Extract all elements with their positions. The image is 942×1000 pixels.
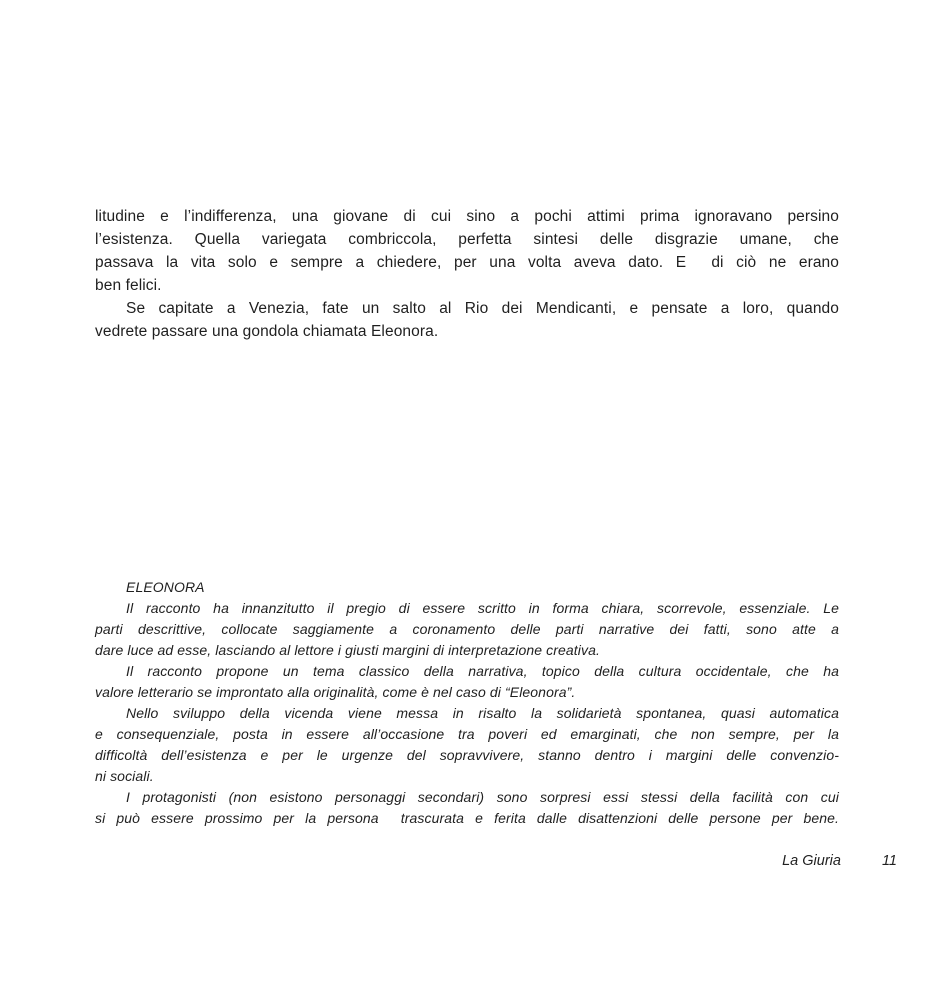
text-line: e consequenziale, posta in essere all’occasione tra poveri ed emarginati, che non sempre, per la <box>95 726 839 742</box>
commentary-paragraphs <box>95 598 839 829</box>
text-line: Il racconto ha innanzitutto il pregio di essere scritto in forma chiara, scorrevole, essenziale. Le <box>126 600 839 616</box>
text-line: l’esistenza. Quella variegata combriccola, perfetta sintesi delle disgrazie umane, che <box>95 231 839 248</box>
text-line: litudine e l’indifferenza, una giovane di cui sino a pochi attimi prima ignoravano persino <box>95 208 839 225</box>
text-line: ben felici. <box>95 277 162 294</box>
commentary-title: ELEONORA <box>126 579 205 595</box>
text-line: vedrete passare una gondola chiamata Eleonora. <box>95 323 439 340</box>
text-line: I protagonisti (non esistono personaggi secondari) sono sorpresi essi stessi della facilità con cui <box>126 789 839 805</box>
page-footer <box>782 851 897 872</box>
jury-commentary-section <box>95 577 839 829</box>
page-number: 11 <box>881 853 897 869</box>
text-line: si può essere prossimo per la persona trascurata e ferita dalle disattenzioni delle persone per bene. <box>95 810 839 826</box>
text-line: difficoltà dell’esistenza e per le urgenze del sopravvivere, stanno dentro i margini delle convenzio- <box>95 747 839 763</box>
story-text <box>95 205 839 343</box>
text-line: passava la vita solo e sempre a chiedere, per una volta aveva dato. E di ciò ne erano <box>95 254 839 271</box>
text-line: valore letterario se improntato alla originalità, come è nel caso di “Eleonora”. <box>95 684 576 700</box>
text-line: Il racconto propone un tema classico della narrativa, topico della cultura occidentale, che ha <box>126 663 839 679</box>
text-line: Se capitate a Venezia, fate un salto al Rio dei Mendicanti, e pensate a loro, quando <box>126 300 839 317</box>
text-line: ni sociali. <box>95 768 154 784</box>
jury-signature: La Giuria <box>782 853 841 869</box>
text-line: parti descrittive, collocate saggiamente a coronamento delle parti narrative dei fatti, sono atte a <box>95 621 839 637</box>
text-line: Nello sviluppo della vicenda viene messa in risalto la solidarietà spontanea, quasi automatica <box>126 705 839 721</box>
text-line: dare luce ad esse, lasciando al lettore i giusti margini di interpretazione creativa. <box>95 642 600 658</box>
